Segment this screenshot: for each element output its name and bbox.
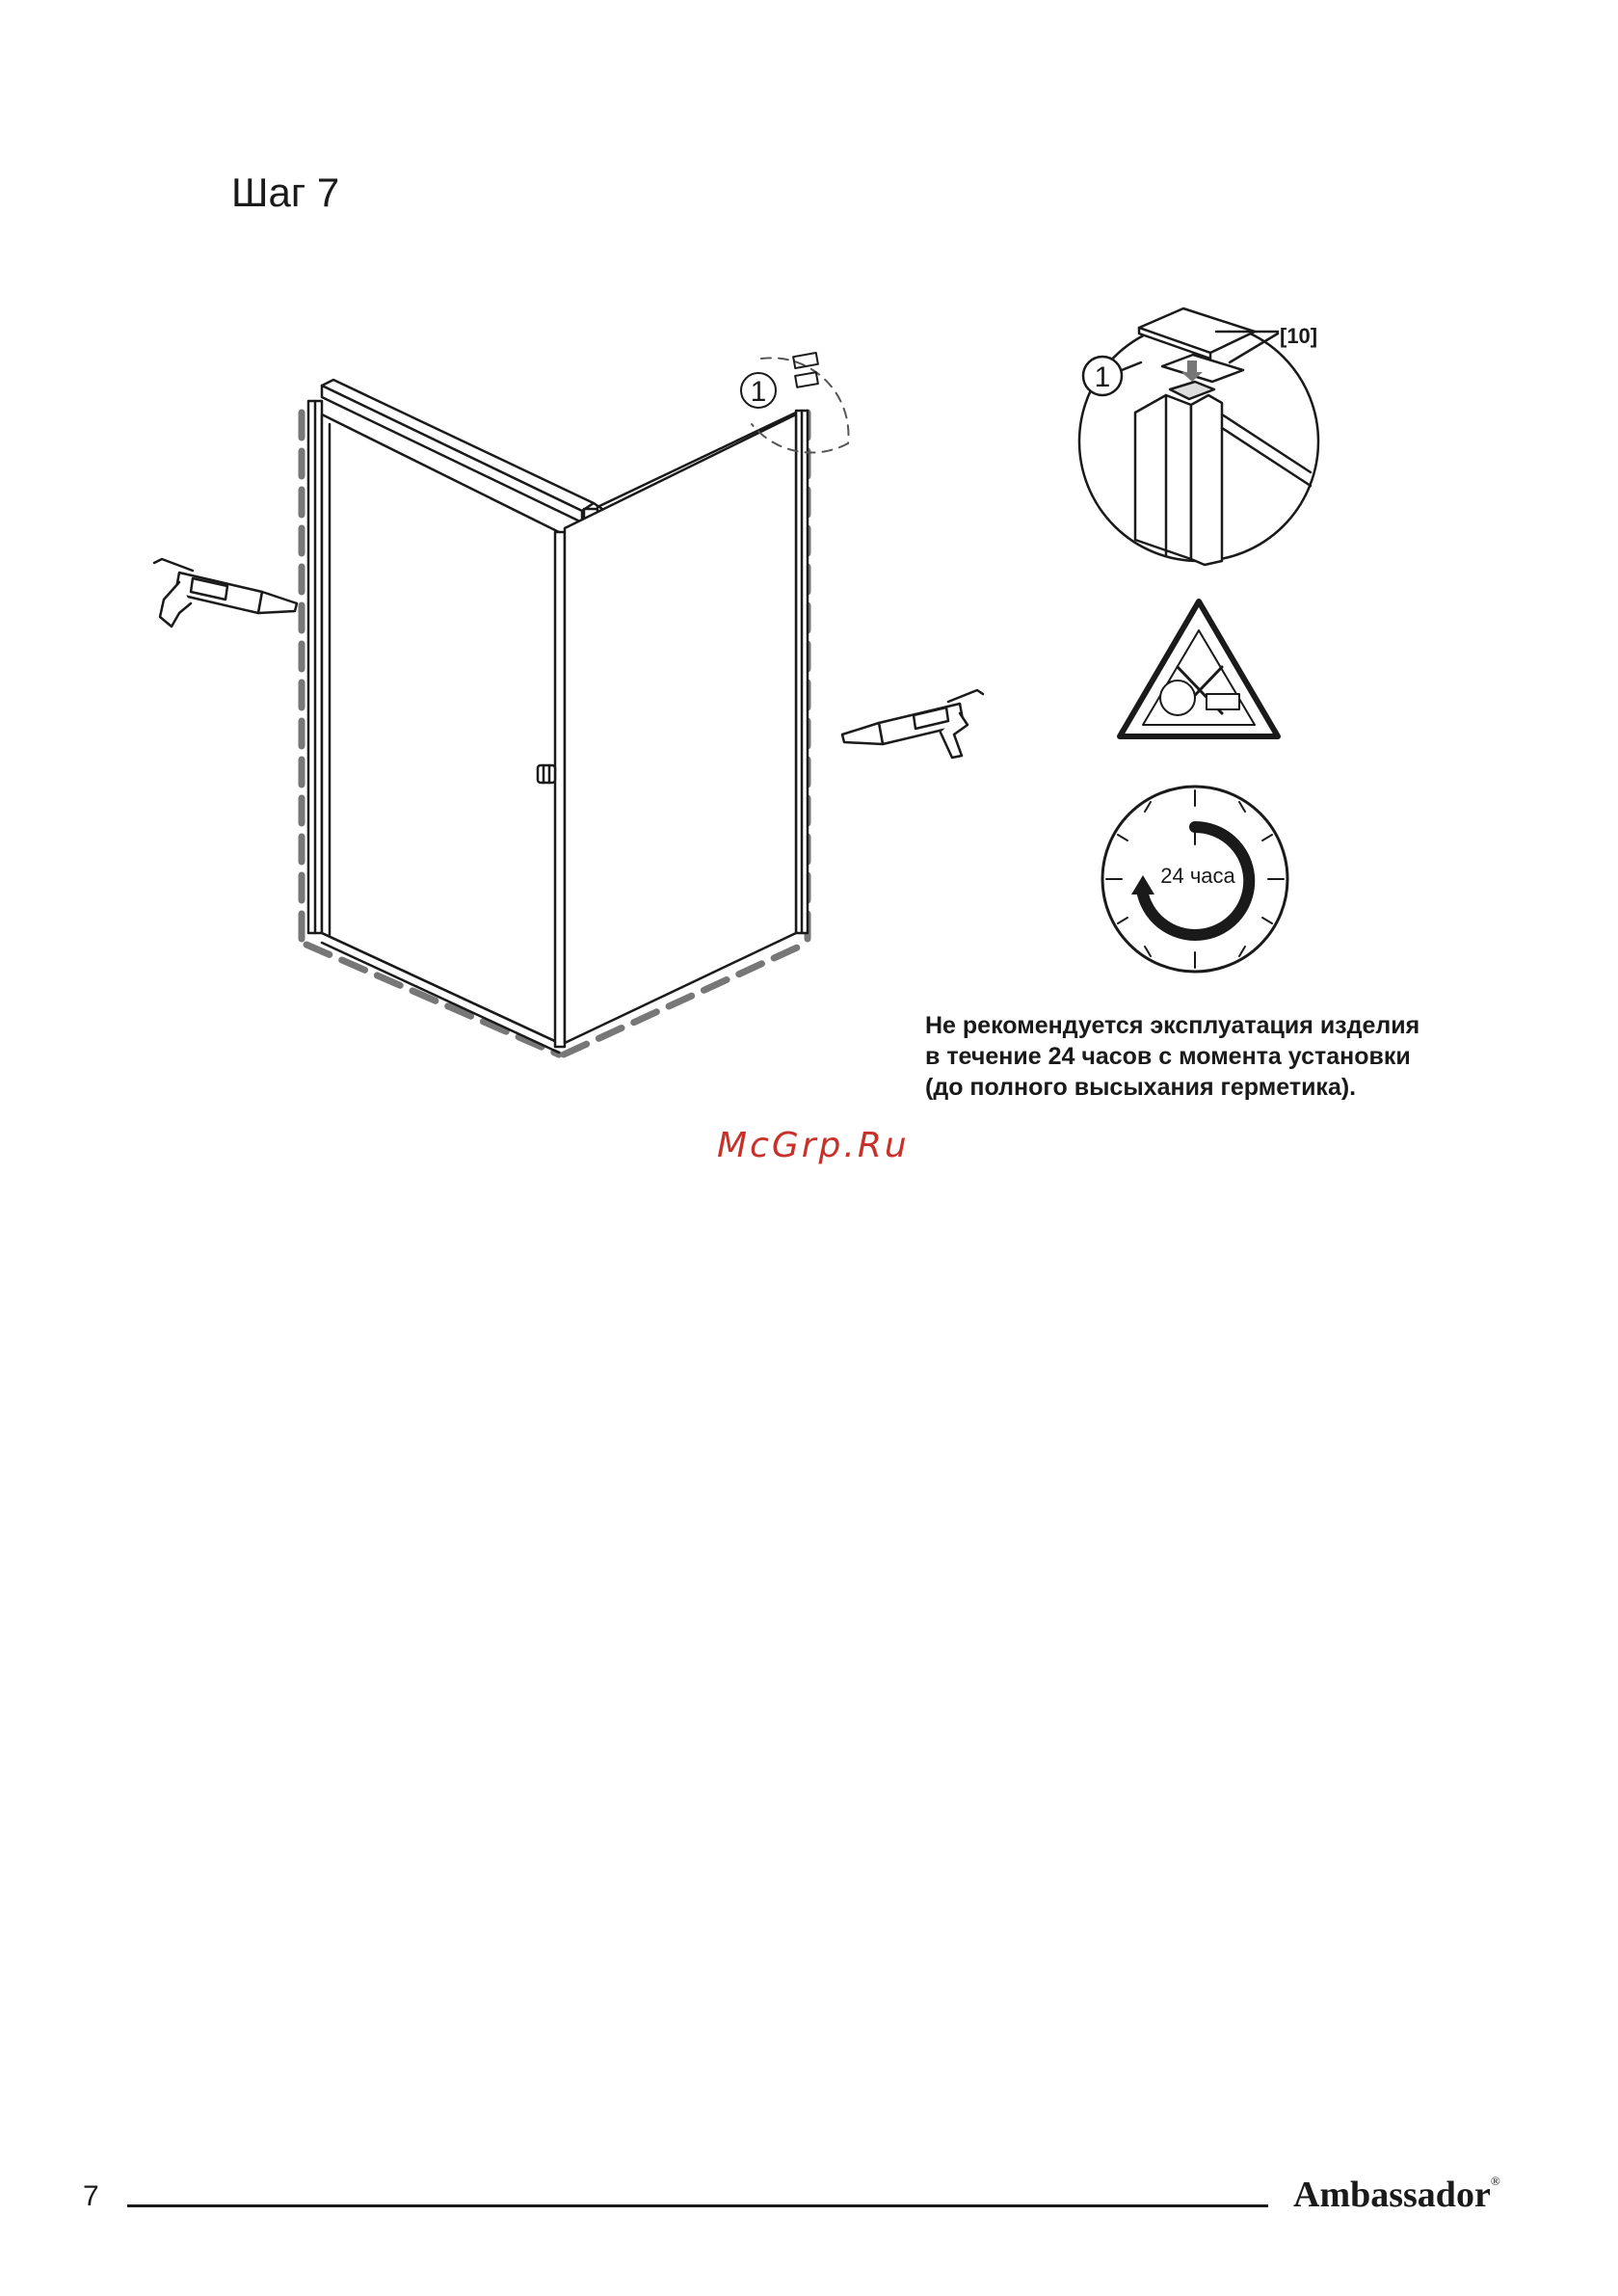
warning-triangle (1120, 601, 1278, 736)
magnified-detail-number-label: 1 (1094, 361, 1111, 393)
door-knob (538, 765, 555, 783)
watermark: McGrp.Ru (717, 1126, 910, 1165)
part-number-label: [10] (1280, 324, 1318, 348)
door-edge-profile (555, 532, 565, 1047)
registered-mark: ® (1490, 2174, 1500, 2188)
side-panel (565, 413, 796, 1043)
brand-logo (1293, 2174, 1500, 2216)
usage-note (925, 1010, 1542, 1103)
door-panel (322, 414, 559, 1053)
timer-label: 24 часа (1160, 864, 1235, 888)
sealant-gun-left (154, 559, 297, 627)
brand-name: Ambassador (1293, 2175, 1491, 2215)
step-title: Шаг 7 (231, 170, 340, 215)
footer-divider (127, 2204, 1268, 2207)
detail-number-label: 1 (750, 376, 767, 408)
usage-note-line: в течение 24 часов с момента установки (925, 1043, 1411, 1070)
page-number: 7 (83, 2180, 99, 2212)
left-wall-profile (308, 401, 322, 933)
sealant-gun-right (842, 690, 983, 758)
usage-note-line: Не рекомендуется эксплуатация изделия (925, 1012, 1420, 1039)
right-wall-profile (796, 411, 808, 933)
usage-note-line: (до полного высыхания герметика). (925, 1074, 1357, 1101)
